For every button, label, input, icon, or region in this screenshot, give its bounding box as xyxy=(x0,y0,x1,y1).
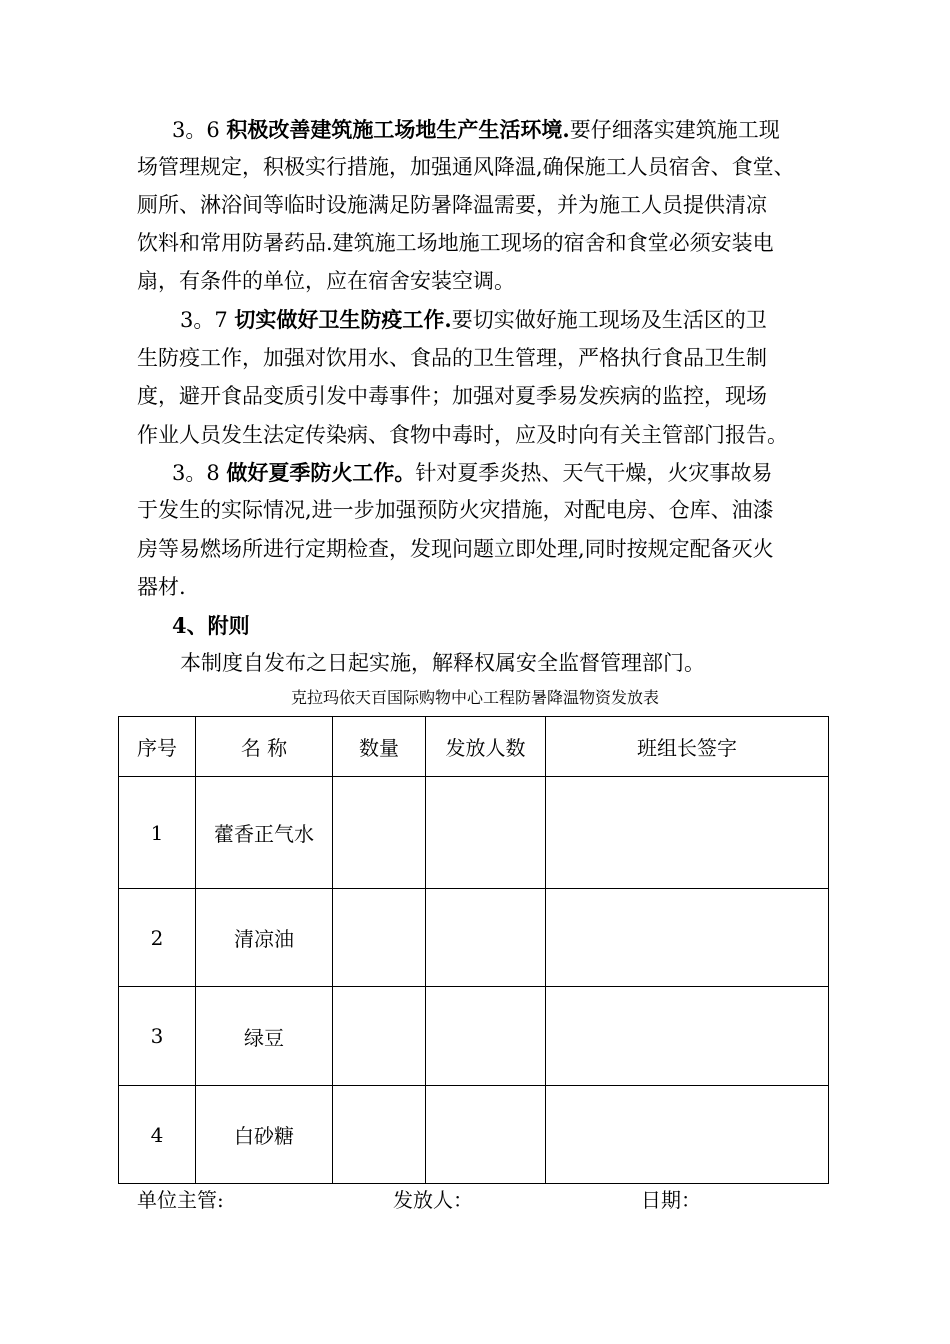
cell-recipient-count xyxy=(426,889,546,987)
paragraph-line: 房等易燃场所进行定期检查，发现问题立即处理,同时按规定配备灭火 xyxy=(137,537,774,561)
section-text: 要切实做好施工现场及生活区的卫 xyxy=(451,308,767,332)
cell-quantity xyxy=(333,777,426,889)
section-heading: 积极改善建筑施工场地生产生活环境. xyxy=(226,117,570,142)
cell-quantity xyxy=(333,987,426,1086)
paragraph-line: 作业人员发生法定传染病、食物中毒时，应及时向有关主管部门报告。 xyxy=(137,423,788,447)
section-4-body: 本制度自发布之日起实施，解释权属安全监督管理部门。 xyxy=(180,651,705,675)
section-number: 3。6 xyxy=(172,118,220,142)
section-3-7-first-line xyxy=(180,306,767,334)
section-text: 要仔细落实建筑施工现 xyxy=(569,118,780,142)
header-name: 名 称 xyxy=(196,717,333,777)
section-heading: 做好夏季防火工作。 xyxy=(226,460,416,485)
cell-signature xyxy=(546,1086,829,1184)
cell-item-name: 白砂糖 xyxy=(196,1086,333,1184)
cell-signature xyxy=(546,889,829,987)
section-number: 3。8 xyxy=(172,461,220,485)
table-row xyxy=(119,1086,829,1184)
cell-recipient-count xyxy=(426,777,546,889)
cell-recipient-count xyxy=(426,1086,546,1184)
footer-supervisor-label: 单位主管: xyxy=(137,1188,224,1212)
cell-item-name: 绿豆 xyxy=(196,987,333,1086)
paragraph-line: 厕所、淋浴间等临时设施满足防暑降温需要，并为施工人员提供清凉 xyxy=(137,193,767,217)
cell-quantity xyxy=(333,889,426,987)
footer-issuer-label: 发放人： xyxy=(393,1188,473,1212)
table-row xyxy=(119,777,829,889)
paragraph-line: 场管理规定，积极实行措施，加强通风降温,确保施工人员宿舍、食堂、 xyxy=(137,155,795,179)
table-row xyxy=(119,889,829,987)
cell-quantity xyxy=(333,1086,426,1184)
cell-signature xyxy=(546,987,829,1086)
cell-item-name: 清凉油 xyxy=(196,889,333,987)
cell-index: 1 xyxy=(119,777,196,889)
table-caption: 克拉玛依天百国际购物中心工程防暑降温物资发放表 xyxy=(290,688,659,707)
paragraph-line: 扇，有条件的单位，应在宿舍安装空调。 xyxy=(137,269,515,293)
section-heading: 切实做好卫生防疫工作. xyxy=(234,307,452,332)
section-4-heading: 4、附则 xyxy=(172,613,250,638)
header-quantity: 数量 xyxy=(333,717,426,777)
header-signature: 班组长签字 xyxy=(546,717,829,777)
table-header-row xyxy=(119,717,829,777)
cell-index: 3 xyxy=(119,987,196,1086)
cell-item-name: 藿香正气水 xyxy=(196,777,333,889)
paragraph-line: 度，避开食品变质引发中毒事件；加强对夏季易发疾病的监控，现场 xyxy=(137,384,767,408)
section-3-8-first-line xyxy=(172,459,772,487)
cell-recipient-count xyxy=(426,987,546,1086)
section-3-6-first-line xyxy=(172,116,780,144)
distribution-table xyxy=(118,716,829,1184)
section-number: 3。7 xyxy=(180,308,228,332)
cell-index: 4 xyxy=(119,1086,196,1184)
header-recipient-count: 发放人数 xyxy=(426,717,546,777)
cell-signature xyxy=(546,777,829,889)
cell-index: 2 xyxy=(119,889,196,987)
section-text: 针对夏季炎热、天气干燥，火灾事故易 xyxy=(415,461,773,485)
paragraph-line: 器材. xyxy=(137,575,186,599)
paragraph-line: 生防疫工作，加强对饮用水、食品的卫生管理，严格执行食品卫生制 xyxy=(137,346,767,370)
paragraph-line: 饮料和常用防暑药品.建筑施工场地施工现场的宿舍和食堂必须安装电 xyxy=(137,231,774,255)
table-row xyxy=(119,987,829,1086)
footer-date-label: 日期： xyxy=(641,1188,701,1212)
header-index: 序号 xyxy=(119,717,196,777)
paragraph-line: 于发生的实际情况,进一步加强预防火灾措施，对配电房、仓库、油漆 xyxy=(137,498,774,522)
